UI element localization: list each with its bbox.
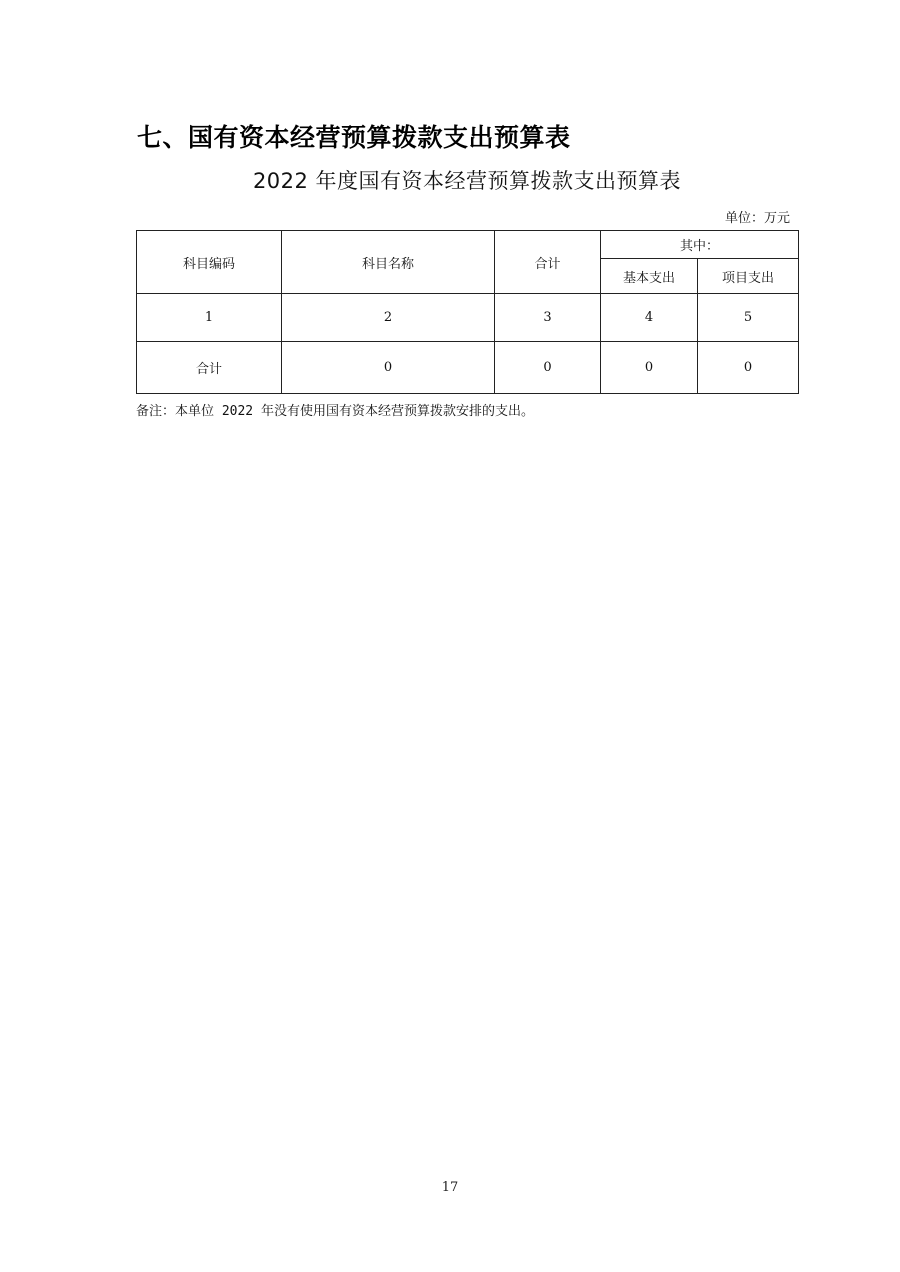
header-project: 项目支出 [698, 259, 799, 294]
header-row [137, 231, 799, 259]
budget-table [136, 230, 799, 394]
header-of-which: 其中： [601, 231, 799, 259]
table-cell: 合计 [137, 342, 282, 394]
table-cell: 5 [698, 294, 799, 342]
table-cell: 0 [495, 342, 601, 394]
header-code: 科目编码 [137, 231, 282, 294]
header-basic: 基本支出 [601, 259, 698, 294]
table-cell: 1 [137, 294, 282, 342]
unit-label: 单位：万元 [724, 211, 790, 226]
table-row [137, 342, 799, 394]
section-heading: 七、国有资本经营预算拨款支出预算表 [137, 123, 571, 152]
table-cell: 0 [282, 342, 495, 394]
footnote: 备注：本单位 2022 年没有使用国有资本经营预算拨款安排的支出。 [136, 404, 534, 419]
table-cell: 2 [282, 294, 495, 342]
table-row [137, 294, 799, 342]
table-cell: 0 [698, 342, 799, 394]
table-cell: 3 [495, 294, 601, 342]
page-number: 17 [441, 1180, 459, 1195]
table-cell: 4 [601, 294, 698, 342]
table-title: 2022 年度国有资本经营预算拨款支出预算表 [252, 169, 682, 193]
table-cell: 0 [601, 342, 698, 394]
header-total: 合计 [495, 231, 601, 294]
header-name: 科目名称 [282, 231, 495, 294]
